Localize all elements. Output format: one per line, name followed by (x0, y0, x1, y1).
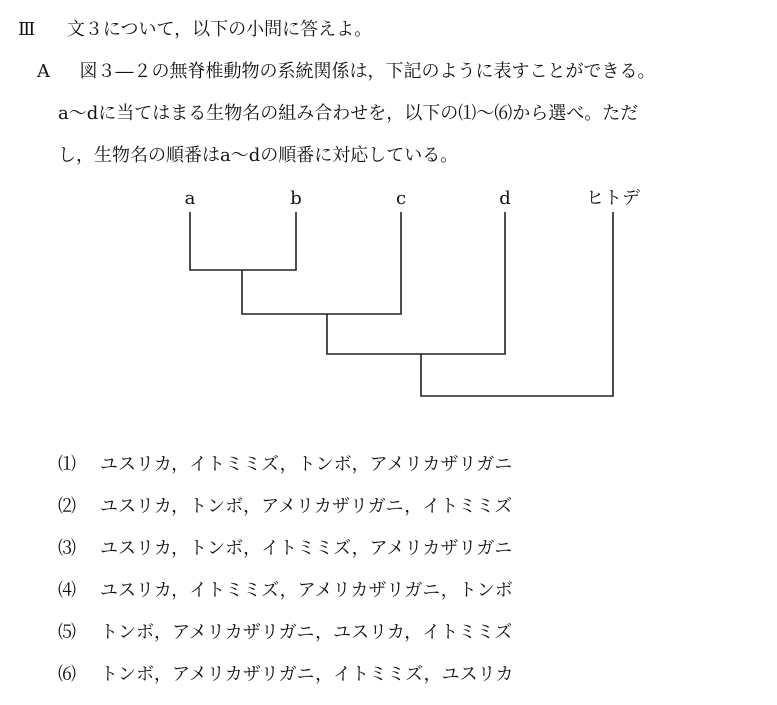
option-number: ⑴ (58, 454, 76, 475)
tree-branch-root (421, 212, 613, 396)
answer-option[interactable] (58, 663, 513, 705)
section-instruction: 文３について，以下の小問に答えよ。 (66, 19, 373, 40)
option-text: ユスリカ，イトミミズ，トンボ，アメリカザリガニ (100, 454, 513, 475)
tree-branch-abcd (327, 212, 505, 354)
question-part-label: A (37, 61, 50, 82)
section-number: Ⅲ (18, 19, 36, 40)
tree-branch-ab (190, 212, 296, 270)
answer-option[interactable] (58, 453, 513, 495)
tree-branch-abc (242, 212, 401, 314)
answer-option[interactable] (58, 537, 513, 579)
option-text: ユスリカ，イトミミズ，アメリカザリガニ，トンボ (100, 580, 513, 601)
tree-branches (190, 212, 613, 396)
option-number: ⑹ (58, 664, 76, 685)
option-number: ⑷ (58, 580, 76, 601)
option-number: ⑵ (58, 496, 76, 517)
option-text: トンボ，アメリカザリガニ，ユスリカ，イトミミズ (100, 622, 513, 643)
answer-options (58, 453, 513, 705)
tree-leaf-label-c: c (395, 188, 407, 209)
question-text-line2: a～dに当てはまる生物名の組み合わせを，以下の⑴～⑹から選べ。ただ (58, 103, 639, 124)
option-number: ⑸ (58, 622, 76, 643)
tree-leaf-label-d: d (499, 188, 511, 209)
question-text-line1: 図３―２の無脊椎動物の系統関係は，下記のように表すことができる。 (79, 61, 656, 82)
option-number: ⑶ (58, 538, 76, 559)
answer-option[interactable] (58, 579, 513, 621)
tree-leaf-label-a: a (184, 188, 196, 209)
option-text: トンボ，アメリカザリガニ，イトミミズ，ユスリカ (100, 664, 514, 685)
answer-option[interactable] (58, 621, 513, 663)
option-text: ユスリカ，トンボ，アメリカザリガニ，イトミミズ (100, 496, 513, 517)
answer-option[interactable] (58, 495, 513, 537)
tree-leaf-label-b: b (290, 188, 302, 209)
tree-leaf-label-starfish: ヒトデ (586, 188, 640, 209)
question-text-line3: し，生物名の順番はa～dの順番に対応している。 (58, 145, 459, 166)
option-text: ユスリカ，トンボ，イトミミズ，アメリカザリガニ (100, 538, 513, 559)
